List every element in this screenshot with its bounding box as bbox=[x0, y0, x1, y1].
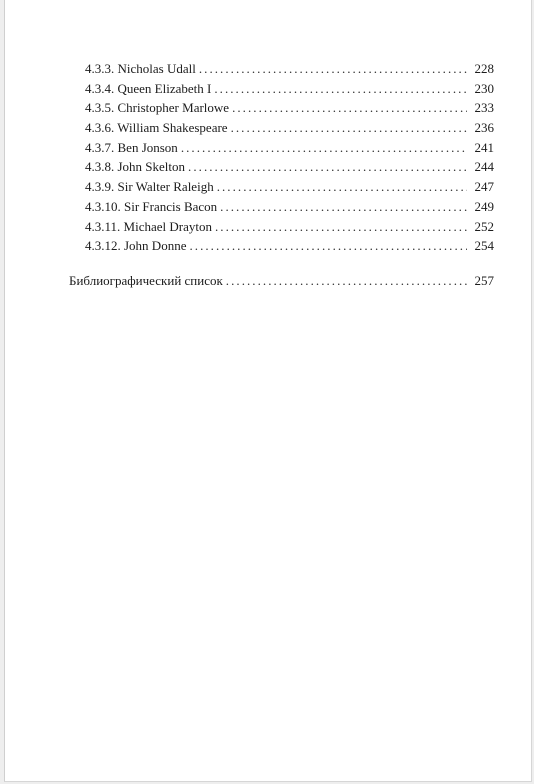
toc-entry-john-donne[interactable] bbox=[69, 238, 494, 258]
toc-entry-william-shakespeare[interactable] bbox=[69, 120, 494, 140]
toc-entry-title: 4.3.3. Nicholas Udall bbox=[85, 61, 196, 76]
toc-page-number: 241 bbox=[474, 139, 494, 155]
toc-entry-title: 4.3.8. John Skelton bbox=[85, 159, 186, 175]
dot-leader bbox=[215, 219, 467, 235]
toc-entry-title: 4.3.10. Sir Francis Bacon bbox=[85, 198, 218, 214]
toc-page-number: 236 bbox=[474, 120, 494, 136]
toc-entry-michael-drayton[interactable] bbox=[69, 219, 494, 239]
toc-entry-title: 4.3.6. William Shakespeare bbox=[85, 120, 228, 136]
table-of-contents bbox=[69, 61, 494, 293]
toc-entry-bibliography[interactable] bbox=[69, 273, 494, 293]
toc-page-number: 244 bbox=[474, 159, 494, 175]
toc-entry-title: 4.3.11. Michael Drayton bbox=[85, 218, 212, 234]
dot-leader bbox=[217, 179, 467, 195]
toc-entry-john-skelton[interactable] bbox=[69, 159, 494, 179]
toc-entry-title: 4.3.5. Christopher Marlowe bbox=[85, 100, 230, 116]
toc-page-number: 247 bbox=[474, 179, 494, 195]
toc-entry-sir-francis-bacon[interactable] bbox=[69, 199, 494, 219]
toc-entry-nicholas-udall[interactable] bbox=[69, 61, 494, 81]
dot-leader bbox=[231, 120, 467, 136]
dot-leader bbox=[226, 273, 467, 289]
dot-leader bbox=[232, 100, 467, 116]
dot-leader bbox=[188, 159, 467, 175]
toc-entry-title: 4.3.7. Ben Jonson bbox=[85, 139, 178, 155]
toc-page-number: 233 bbox=[474, 100, 494, 116]
dot-leader bbox=[214, 81, 467, 97]
toc-page-number: 252 bbox=[474, 218, 494, 234]
toc-entry-title: Библиографический список bbox=[69, 272, 223, 288]
toc-entry-christopher-marlowe[interactable] bbox=[69, 100, 494, 120]
dot-leader bbox=[189, 238, 467, 254]
toc-entry-title: 4.3.9. Sir Walter Raleigh bbox=[85, 179, 214, 195]
dot-leader bbox=[181, 140, 467, 156]
toc-entry-ben-jonson[interactable] bbox=[69, 140, 494, 160]
toc-entry-sir-walter-raleigh[interactable] bbox=[69, 179, 494, 199]
toc-page-number: 257 bbox=[474, 272, 494, 288]
dot-leader bbox=[199, 61, 467, 77]
toc-page-number: 254 bbox=[474, 238, 494, 254]
toc-page-number: 228 bbox=[474, 61, 494, 76]
toc-page-number: 230 bbox=[474, 80, 494, 96]
toc-entry-queen-elizabeth[interactable] bbox=[69, 81, 494, 101]
toc-page-number: 249 bbox=[474, 198, 494, 214]
toc-entry-title: 4.3.12. John Donne bbox=[85, 238, 187, 254]
toc-entry-title: 4.3.4. Queen Elizabeth I bbox=[85, 80, 212, 96]
document-page bbox=[4, 0, 532, 782]
dot-leader bbox=[220, 199, 467, 215]
